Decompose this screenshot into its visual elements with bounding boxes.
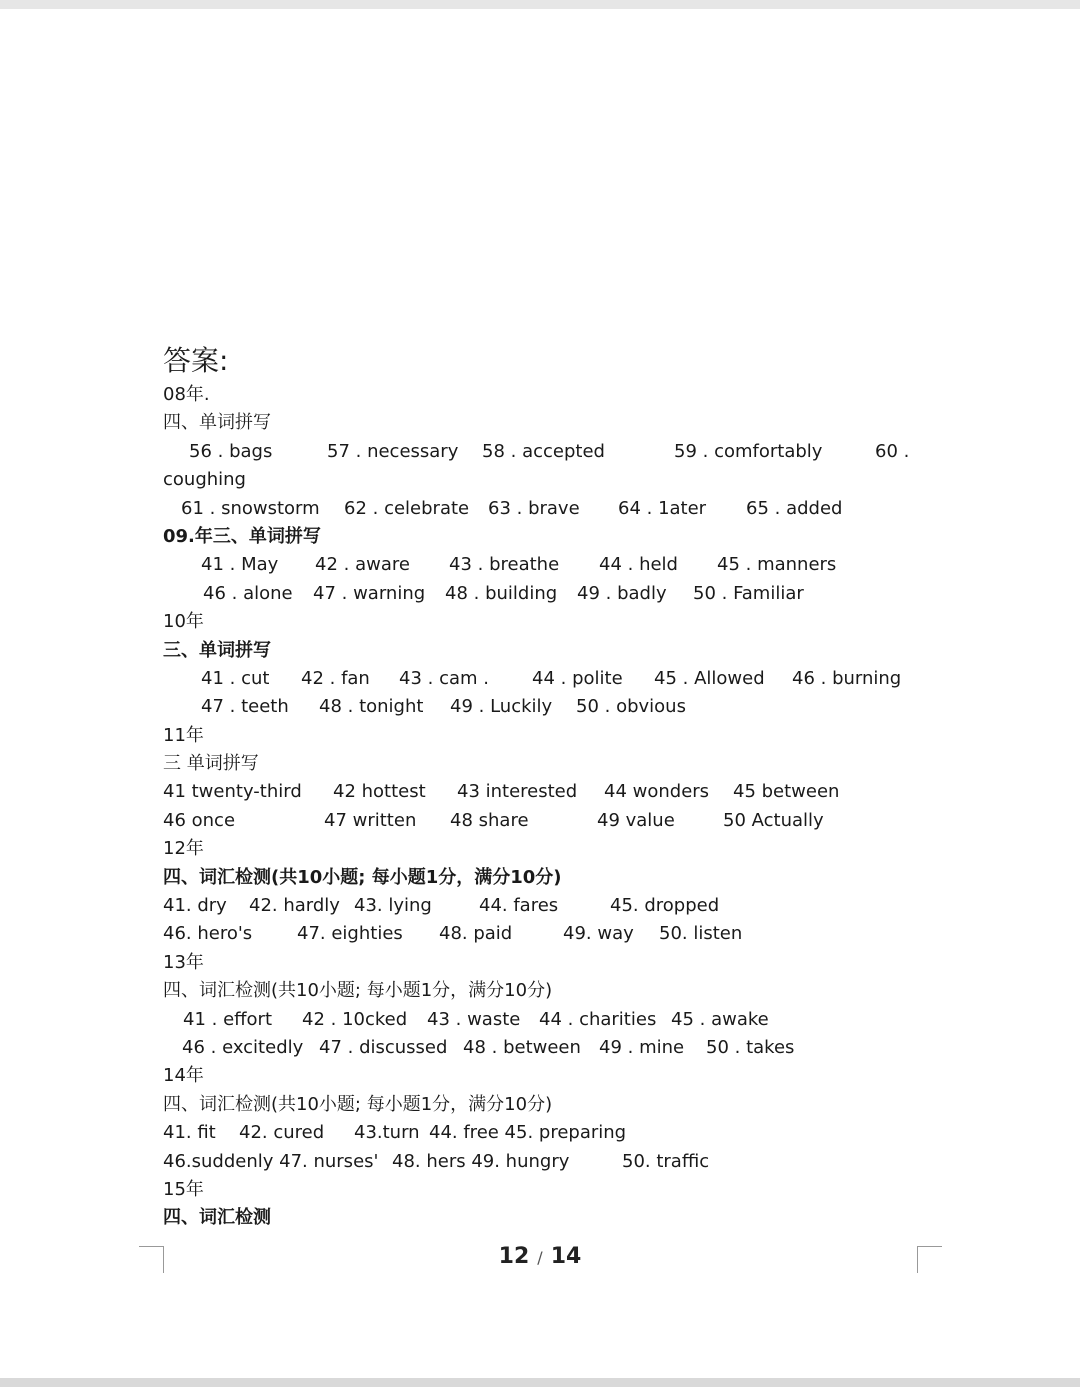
answer-item: 44. free 45. preparing xyxy=(429,1122,627,1144)
answer-item: 44 . held xyxy=(599,554,678,576)
answer-item: 63 . brave xyxy=(488,497,580,519)
answer-item: 45. dropped xyxy=(610,895,720,917)
section-line: 13年 xyxy=(163,951,204,973)
answer-item: 43 . cam . xyxy=(399,667,489,689)
answer-item: 50. traffic xyxy=(622,1150,710,1172)
answer-row xyxy=(163,693,963,721)
answer-item: 47 written xyxy=(324,809,417,831)
answer-row xyxy=(163,1148,963,1176)
answer-item: 43. lying xyxy=(354,895,432,917)
answer-row xyxy=(163,495,963,523)
answer-item: 43 . waste xyxy=(427,1008,521,1030)
answer-row xyxy=(163,665,963,693)
answer-item: 48 . building xyxy=(445,582,558,604)
section-line: 四、单词拼写 xyxy=(163,412,271,434)
answer-item: 50 . Familiar xyxy=(693,582,804,604)
answer-item: 50. listen xyxy=(659,923,743,945)
answer-item: 42 . aware xyxy=(315,554,410,576)
answer-item: 49. way xyxy=(563,923,634,945)
section-line: 15年 xyxy=(163,1178,204,1200)
answer-item: 41. dry xyxy=(163,895,227,917)
answer-row xyxy=(163,1119,963,1147)
section-line: 四、词汇检测 xyxy=(163,1207,271,1229)
answer-item: 56 . bags xyxy=(189,440,273,462)
answer-item: 59 . comfortably xyxy=(674,440,823,462)
page-title: 答案: xyxy=(163,344,229,377)
section-line: 四、词汇检测(共10小题; 每小题1分，满分10分) xyxy=(163,980,553,1002)
page-separator: / xyxy=(537,1248,543,1267)
answer-item: 42. cured xyxy=(239,1122,325,1144)
answer-item: 41 . May xyxy=(201,554,279,576)
section-line: 12年 xyxy=(163,838,204,860)
answer-row xyxy=(163,1034,963,1062)
answer-row xyxy=(163,807,963,835)
answer-item: 42 . fan xyxy=(301,667,370,689)
answer-item: 49 . badly xyxy=(577,582,667,604)
answer-item: 48. paid xyxy=(439,923,513,945)
answer-item: 49 . Luckily xyxy=(450,696,553,718)
answer-item: 43 . breathe xyxy=(449,554,560,576)
answer-item: 41. fit xyxy=(163,1122,216,1144)
answer-item: 42 hottest xyxy=(333,781,426,803)
answer-item: 41 . cut xyxy=(201,667,270,689)
answer-item: 43 interested xyxy=(457,781,578,803)
section-line: 14年 xyxy=(163,1065,204,1087)
answer-row xyxy=(163,580,963,608)
section-line: 四、词汇检测(共10小题; 每小题1分，满分10分) xyxy=(163,866,562,888)
answer-item: 44 . charities xyxy=(539,1008,657,1030)
answer-item: 46 . excitedly xyxy=(182,1036,304,1058)
answer-item: 47. eighties xyxy=(297,923,403,945)
answer-item: 46 once xyxy=(163,809,236,831)
answer-item: 41 twenty-third xyxy=(163,781,302,803)
section-line: 四、词汇检测(共10小题; 每小题1分，满分10分) xyxy=(163,1093,553,1115)
document-page xyxy=(163,343,963,1233)
answer-item: 58 . accepted xyxy=(482,440,605,462)
answer-item: 57 . necessary xyxy=(327,440,459,462)
section-line: 三、单词拼写 xyxy=(163,639,271,661)
answer-row xyxy=(163,1006,963,1034)
answer-item: 43.turn xyxy=(354,1122,420,1144)
answer-item: 45 . manners xyxy=(717,554,837,576)
total-pages: 14 xyxy=(550,1244,582,1269)
answer-item: 44 wonders xyxy=(604,781,710,803)
answer-item: 45 between xyxy=(733,781,840,803)
answer-item: 42 . 10cked xyxy=(302,1008,408,1030)
answer-item: 48 . between xyxy=(463,1036,581,1058)
answer-item: 50 . obvious xyxy=(576,696,686,718)
answer-row xyxy=(163,438,963,466)
answer-item: 62 . celebrate xyxy=(344,497,470,519)
page-indicator xyxy=(0,1244,1080,1269)
answer-lines xyxy=(163,381,963,1233)
answer-item: 49 . mine xyxy=(599,1036,685,1058)
answer-item: 50 . takes xyxy=(706,1036,795,1058)
answer-item: 46. hero's xyxy=(163,923,253,945)
section-line: coughing xyxy=(163,469,246,491)
answer-item: 47 . warning xyxy=(313,582,426,604)
answer-item: 46 . burning xyxy=(792,667,902,689)
answer-item: 48 . tonight xyxy=(319,696,424,718)
answer-item: 47 . teeth xyxy=(201,696,289,718)
bottom-bar xyxy=(0,1378,1080,1387)
section-line: 三 单词拼写 xyxy=(163,753,259,775)
answer-item: 47 . discussed xyxy=(319,1036,448,1058)
answer-item: 46.suddenly 47. nurses' xyxy=(163,1150,379,1172)
section-line: 08年. xyxy=(163,384,210,405)
current-page: 12 xyxy=(498,1244,530,1269)
answer-item: 50 Actually xyxy=(723,809,824,831)
answer-row xyxy=(163,778,963,806)
answer-item: 49 value xyxy=(597,809,675,831)
answer-item: 42. hardly xyxy=(249,895,340,917)
section-line: 09.年三、单词拼写 xyxy=(163,525,321,547)
top-bar xyxy=(0,0,1080,9)
section-line: 10年 xyxy=(163,611,204,633)
answer-item: 44 . polite xyxy=(532,667,623,689)
answer-item: 64 . 1ater xyxy=(618,497,707,519)
answer-item: 44. fares xyxy=(479,895,559,917)
answer-row xyxy=(163,892,963,920)
answer-item: 45 . awake xyxy=(671,1008,769,1030)
answer-item: 61 . snowstorm xyxy=(181,497,320,519)
answer-item: 46 . alone xyxy=(203,582,293,604)
answer-item: 45 . Allowed xyxy=(654,667,765,689)
answer-row xyxy=(163,920,963,948)
answer-item: 65 . added xyxy=(746,497,843,519)
answer-item: 48 share xyxy=(450,809,529,831)
answer-item: 60 . xyxy=(875,440,910,462)
answer-item: 41 . effort xyxy=(183,1008,273,1030)
section-line: 11年 xyxy=(163,724,204,746)
answer-row xyxy=(163,551,963,579)
answer-item: 48. hers 49. hungry xyxy=(392,1150,570,1172)
